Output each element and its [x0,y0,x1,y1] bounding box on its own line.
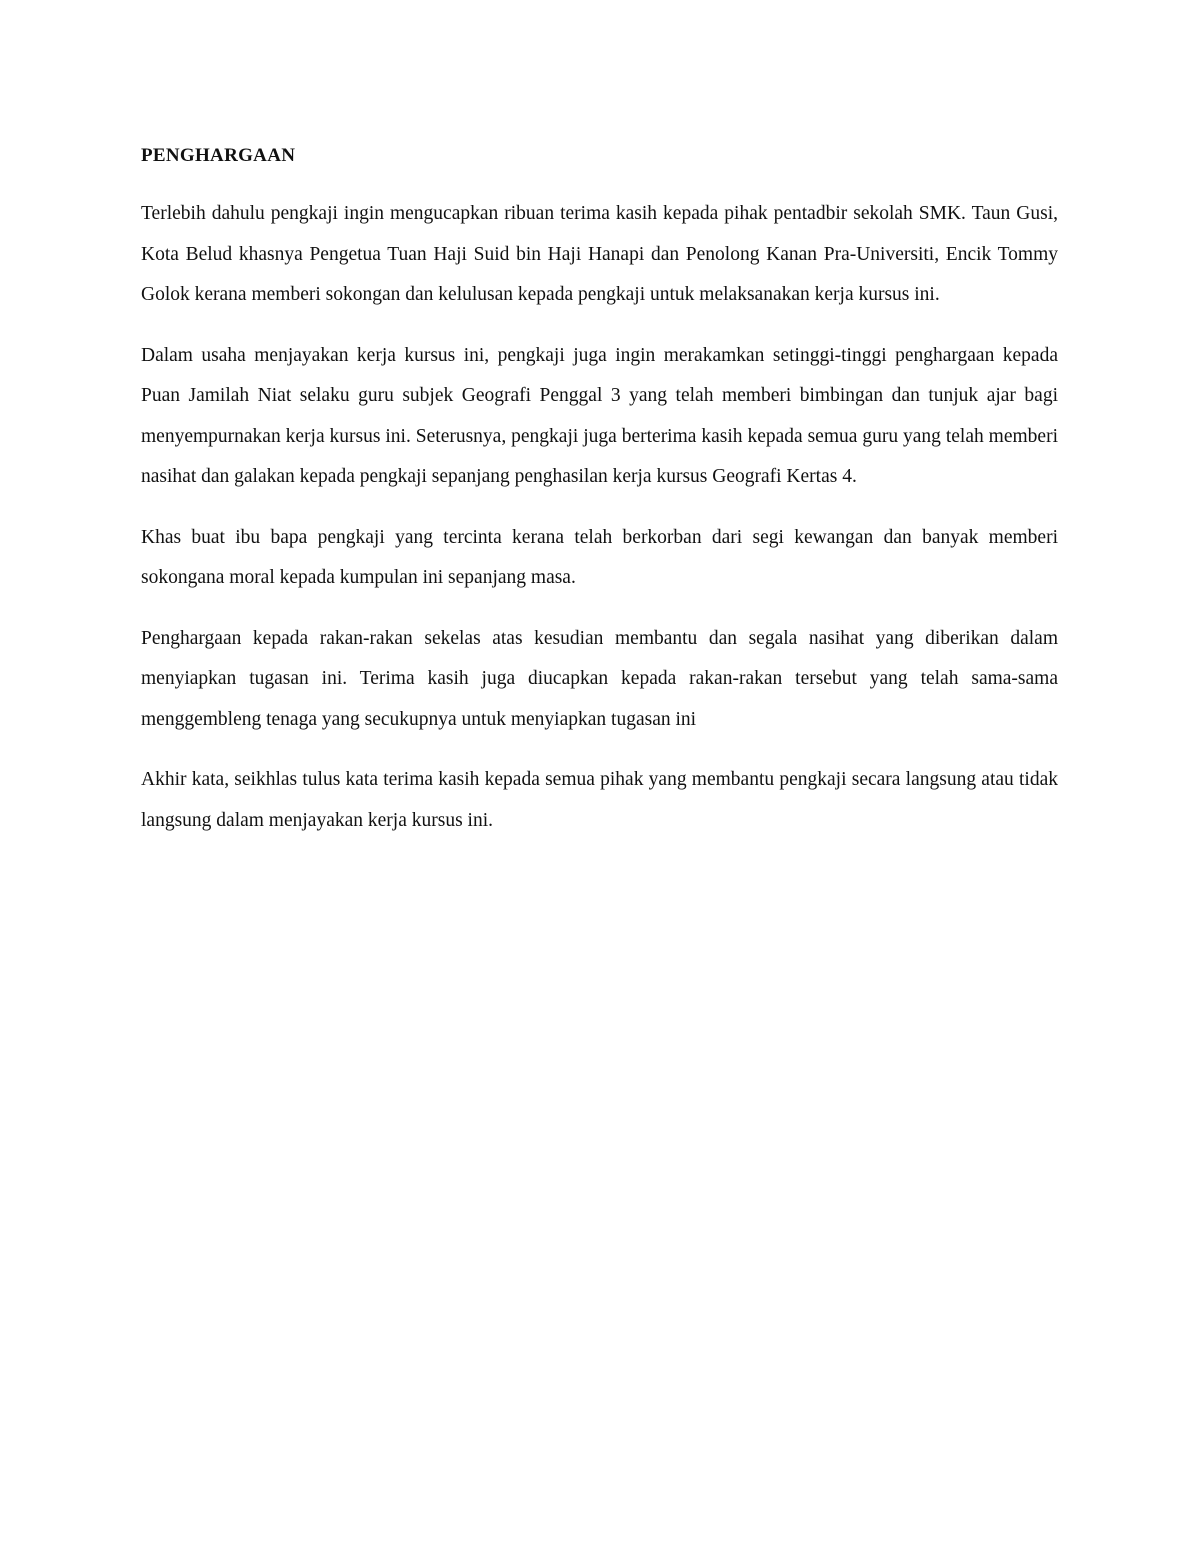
document-body [141,140,1058,861]
page-title: PENGHARGAAN [141,145,296,166]
paragraph-2: Dalam usaha menjayakan kerja kursus ini, pengkaji juga ingin merakamkan setinggi-tinggi penghargaan kepada Puan Jamilah Niat selaku guru subjek Geografi Penggal 3 yang telah memberi bimbingan dan tunjuk ajar bagi menyempurnakan kerja kursus ini. Seterusnya, pengkaji juga berterima kasih kepada semua guru yang telah memberi nasihat dan galakan kepada pengkaji sepanjang penghasilan kerja kursus Geografi Kertas 4. [141,344,1058,487]
paragraph-5: Akhir kata, seikhlas tulus kata terima kasih kepada semua pihak yang membantu pengkaji secara langsung atau tidak langsung dalam menjayakan kerja kursus ini. [141,769,1058,831]
paragraph-1: Terlebih dahulu pengkaji ingin mengucapkan ribuan terima kasih kepada pihak pentadbir sekolah SMK. Taun Gusi, Kota Belud khasnya Pengetua Tuan Haji Suid bin Haji Hanapi dan Penolong Kanan Pra-Universiti, Encik Tommy Golok kerana memberi sokongan dan kelulusan kepada pengkaji untuk melaksanakan kerja kursus ini. [141,203,1058,305]
paragraph-3: Khas buat ibu bapa pengkaji yang tercinta kerana telah berkorban dari segi kewangan dan banyak memberi sokongana moral kepada kumpulan ini sepanjang masa. [141,526,1058,588]
paragraph-4: Penghargaan kepada rakan-rakan sekelas atas kesudian membantu dan segala nasihat yang diberikan dalam menyiapkan tugasan ini. Terima kasih juga diucapkan kepada rakan-rakan tersebut yang telah sama-sama menggembleng tenaga yang secukupnya untuk menyiapkan tugasan ini [141,627,1058,730]
